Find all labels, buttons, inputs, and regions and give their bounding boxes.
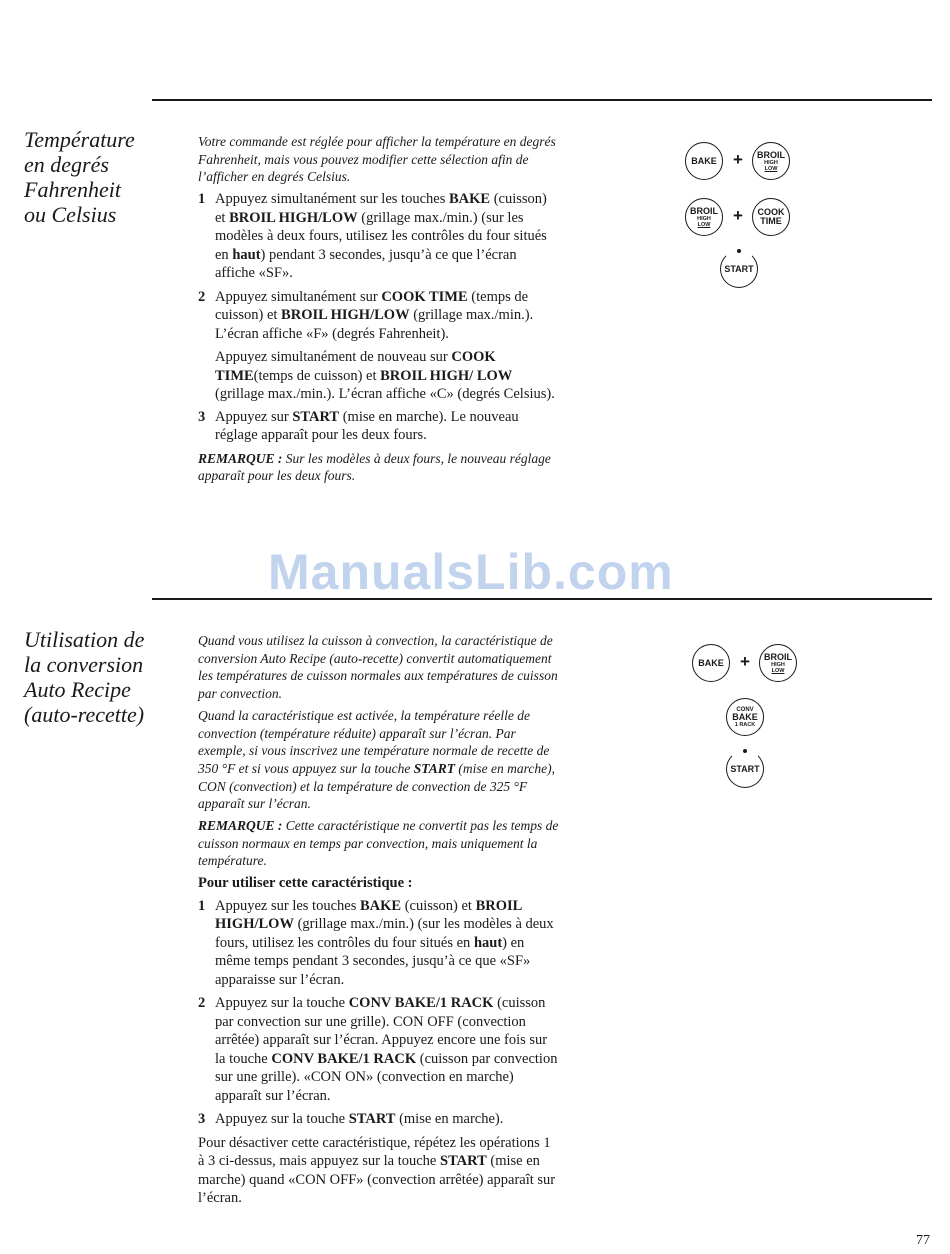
section2-closing: Pour désactiver cette caractéristique, répétez les opérations 1 à 3 ci-dessus, mais appuyez sur la touche START (mise en marche) quand «CON OFF» (convection arrêtée) apparaît sur l’écran.	[198, 1134, 556, 1207]
section-divider-middle	[152, 598, 932, 600]
watermark: ManualsLib.com	[268, 544, 674, 600]
section1-heading: Température en degrés Fahrenheit ou Celsius	[24, 127, 135, 227]
section-divider-top	[152, 99, 932, 101]
broil-high-low-key: BROIL HIGH LOW	[759, 644, 797, 682]
page-number: 77	[916, 1233, 930, 1248]
section1-step-2: 2 Appuyez simultanément sur COOK TIME (temps de cuisson) et BROIL HIGH/LOW (grillage max./min.). L’écran affiche «F» (degrés Fahrenheit).	[198, 288, 534, 342]
section1-step-1: 1 Appuyez simultanément sur les touches BAKE (cuisson) et BROIL HIGH/LOW (grillage max./min.) (sur les modèles à deux fours, utilisez les contrôles du four situés en haut) pendant 3 secondes, jusqu’à ce que l’écran affiche «SF».	[198, 191, 547, 282]
section1-note: REMARQUE : Sur les modèles à deux fours, le nouveau réglage apparaît pour les deux fours.	[198, 450, 551, 484]
section1-body	[198, 133, 560, 485]
section1-step-2-continued: Appuyez simultanément de nouveau sur COOK TIME(temps de cuisson) et BROIL HIGH/ LOW (grillage max./min.). L’écran affiche «C» (degrés Celsius).	[215, 349, 555, 403]
section2-note: REMARQUE : Cette caractéristique ne convertit pas les temps de cuisson normaux en temps par convection, mais uniquement la température.	[198, 818, 559, 869]
start-indicator-icon	[737, 249, 741, 253]
cook-time-key: COOK TIME	[752, 198, 790, 236]
broil-high-low-key: BROIL HIGH LOW	[752, 142, 790, 180]
plus-sign: +	[740, 652, 750, 671]
section2-step-3: 3 Appuyez sur la touche START (mise en marche).	[198, 1111, 504, 1128]
bake-key: BAKE	[685, 142, 723, 180]
section2-body	[198, 632, 560, 1212]
start-key: START	[726, 750, 764, 788]
section2-intro: Quand vous utilisez la cuisson à convection, la caractéristique de conversion Auto Recipe (auto-recette) convertit automatiquement les températures de cuisson normales aux températures de cuisson par convection.	[198, 633, 558, 702]
section2-subheading: Pour utiliser cette caractéristique :	[198, 875, 413, 892]
start-indicator-icon	[743, 749, 747, 753]
section1-intro: Votre commande est réglée pour afficher la température en degrés Fahrenheit, mais vous pouvez modifier cette sélection afin de l’afficher en degrés Celsius.	[198, 134, 556, 185]
section2-heading: Utilisation de la conversion Auto Recipe (auto-recette)	[24, 627, 145, 727]
bake-key: BAKE	[692, 644, 730, 682]
plus-sign: +	[733, 206, 743, 225]
section2-intro-example: Quand la caractéristique est activée, la température réelle de convection (température réduite) apparaît sur l’écran. Par exemple, si vous inscrivez une température normale de recette de 350 °F et si vous appuyez sur la touche START (mise en marche), CON (convection) et la température de convection de 325 °F apparaît sur l’écran.	[198, 707, 555, 812]
section2-keypad-illustration	[690, 642, 810, 792]
broil-high-low-key: BROIL HIGH LOW	[685, 198, 723, 236]
start-key: START	[720, 250, 758, 288]
section1-step-3: 3 Appuyez sur START (mise en marche). Le nouveau réglage apparaît pour les deux fours.	[198, 408, 519, 444]
section1-keypad-illustration	[683, 140, 803, 290]
section2-step-1: 1 Appuyez sur les touches BAKE (cuisson) et BROIL HIGH/LOW (grillage max./min.) (sur les modèles à deux fours, utilisez les contrôles du four situés en haut) en même temps pendant 3 secondes, jusqu’à ce que «SF» apparaisse sur l’écran.	[198, 897, 554, 988]
conv-bake-1-rack-key: CONV BAKE 1 RACK	[726, 698, 764, 736]
section2-step-2: 2 Appuyez sur la touche CONV BAKE/1 RACK (cuisson par convection sur une grille). CON OFF (convection arrêtée) apparaît sur l’écran. Appuyez encore une fois sur la touche CONV BAKE/1 RACK (cuisson par convection sur une grille). «CON ON» (convection en marche) apparaît sur l’écran.	[198, 995, 558, 1104]
plus-sign: +	[733, 150, 743, 169]
